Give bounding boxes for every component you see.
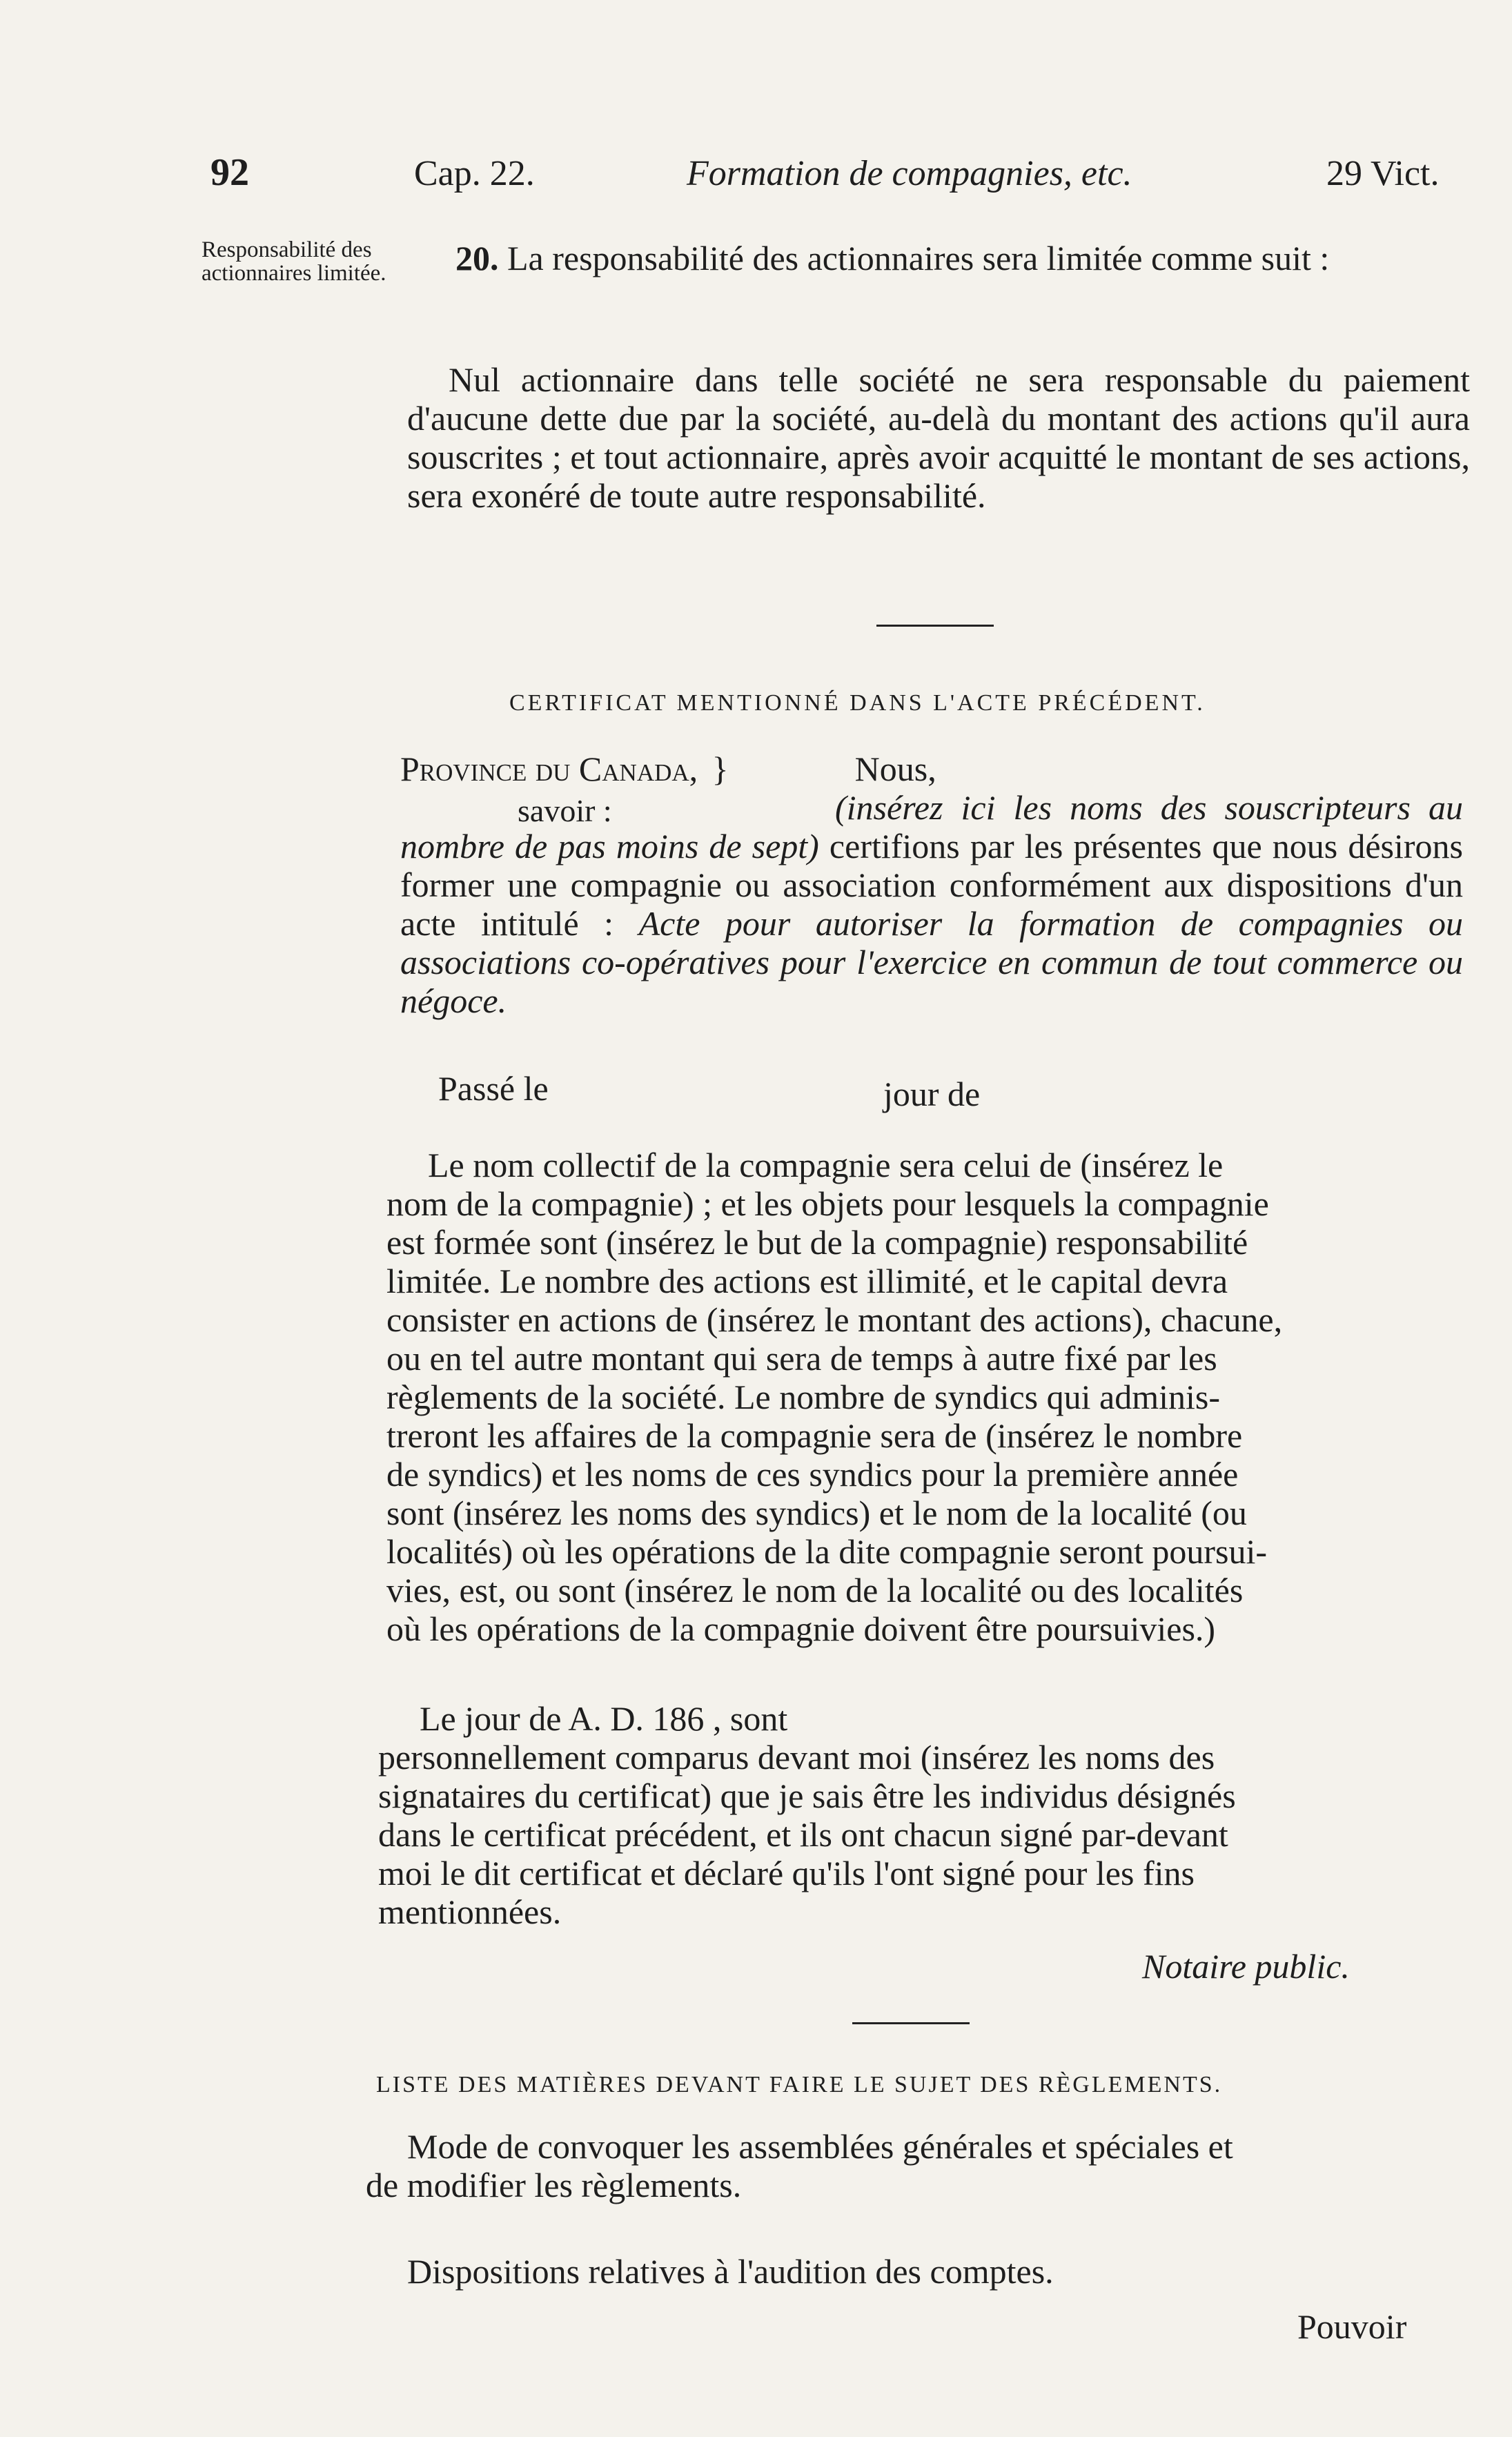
section-text: La responsabilité des actionnaires sera limitée comme suit : (507, 239, 1330, 277)
subscribers-instruction: (insérez ici les noms des souscripteurs au nombre de pas moins de sept) (400, 788, 1463, 865)
notary-signature: Notaire public. (1142, 1947, 1350, 1986)
bylaws-item-1-line: Mode de convoquer les assemblées générales et spéciales et (407, 2127, 1233, 2166)
notary-line: Le jour de A. D. 186 , sont (420, 1699, 788, 1738)
catchword: Pouvoir (1297, 2307, 1407, 2346)
chapter-label: Cap. 22. (414, 154, 535, 193)
body-line: limitée. Le nombre des actions est illimité, et le capital devra (386, 1262, 1228, 1300)
body-line: localités) où les opérations de la dite compagnie seront poursui- (386, 1532, 1268, 1571)
certificate-opening (400, 750, 1463, 788)
notary-paragraph (378, 1699, 1441, 1931)
passed-label: Passé le (438, 1069, 549, 1108)
margin-note: Responsabilité des actionnaires limitée. (202, 237, 386, 286)
running-title: Formation de compagnies, etc. (687, 154, 1132, 193)
bylaws-item-1-line: de modifier les règlements. (366, 2166, 742, 2204)
notary-line: mentionnées. (378, 1892, 562, 1931)
page-number: 92 (210, 151, 249, 194)
liability-paragraph: Nul actionnaire dans telle société ne sera responsable du paiement d'aucune dette due par la société, au-delà du montant des actions qu'il aura souscrites ; et tout actionnaire, après avoir acquitté le montant de ses actions, sera exonéré de toute autre responsabilité. (407, 360, 1470, 515)
company-paragraph (386, 1146, 1449, 1648)
notary-line: moi le dit certificat et déclaré qu'ils l'ont signé pour les fins (378, 1854, 1195, 1892)
separator-rule (876, 625, 994, 627)
notary-line: personnellement comparus devant moi (insérez les noms des (378, 1738, 1215, 1777)
brace-icon: } (711, 750, 729, 788)
bylaws-item-1 (366, 2127, 1442, 2204)
section-number: 20. (455, 239, 499, 277)
body-line: règlements de la société. Le nombre de syndics qui adminis- (386, 1378, 1220, 1416)
nous-label: Nous, (854, 750, 936, 788)
notary-line: signataires du certificat) que je sais être les individus désignés (378, 1777, 1236, 1815)
body-line: est formée sont (insérez le but de la compagnie) responsabilité (386, 1223, 1248, 1262)
bylaws-heading: LISTE DES MATIÈRES DEVANT FAIRE LE SUJET DES RÈGLEMENTS. (376, 2072, 1223, 2097)
body-line: où les opérations de la compagnie doivent être poursuivies.) (386, 1609, 1216, 1648)
body-line: nom de la compagnie) ; et les objets pour lesquels la compagnie (386, 1184, 1269, 1223)
body-line: Le nom collectif de la compagnie sera celui de (insérez le (428, 1146, 1224, 1184)
certificate-heading: CERTIFICAT MENTIONNÉ DANS L'ACTE PRÉCÉDENT. (509, 690, 1206, 716)
body-line: sont (insérez les noms des syndics) et le nom de la localité (ou (386, 1494, 1247, 1532)
certify-text: certifions par les présentes que nous désirons former une compagnie ou association conformément aux dispositions d'un acte intitulé : (400, 827, 1463, 943)
bylaws-item-2: Dispositions relatives à l'audition des comptes. (407, 2252, 1054, 2291)
day-of-label: jour de (883, 1075, 981, 1113)
savoir-label: savoir : (518, 793, 612, 828)
province-label: Province du Canada, (400, 750, 698, 788)
act-title: Acte pour autoriser la formation de compagnies ou associations co-opératives pour l'exercice en commun de tout commerce ou négoce. (400, 904, 1464, 1020)
notary-line: dans le certificat précédent, et ils ont chacun signé par-devant (378, 1815, 1228, 1854)
separator-rule (852, 2022, 970, 2024)
body-line: de syndics) et les noms de ces syndics pour la première année (386, 1455, 1239, 1494)
body-line: treront les affaires de la compagnie sera de (insérez le nombre (386, 1416, 1243, 1455)
body-line: vies, est, ou sont (insérez le nom de la localité ou des localités (386, 1571, 1244, 1609)
section-20 (414, 239, 1470, 277)
body-line: ou en tel autre montant qui sera de temps à autre fixé par les (386, 1339, 1217, 1378)
certificate-body (400, 788, 1463, 1020)
body-line: consister en actions de (insérez le montant des actions), chacune, (386, 1300, 1283, 1339)
regnal-year: 29 Vict. (1326, 154, 1440, 193)
